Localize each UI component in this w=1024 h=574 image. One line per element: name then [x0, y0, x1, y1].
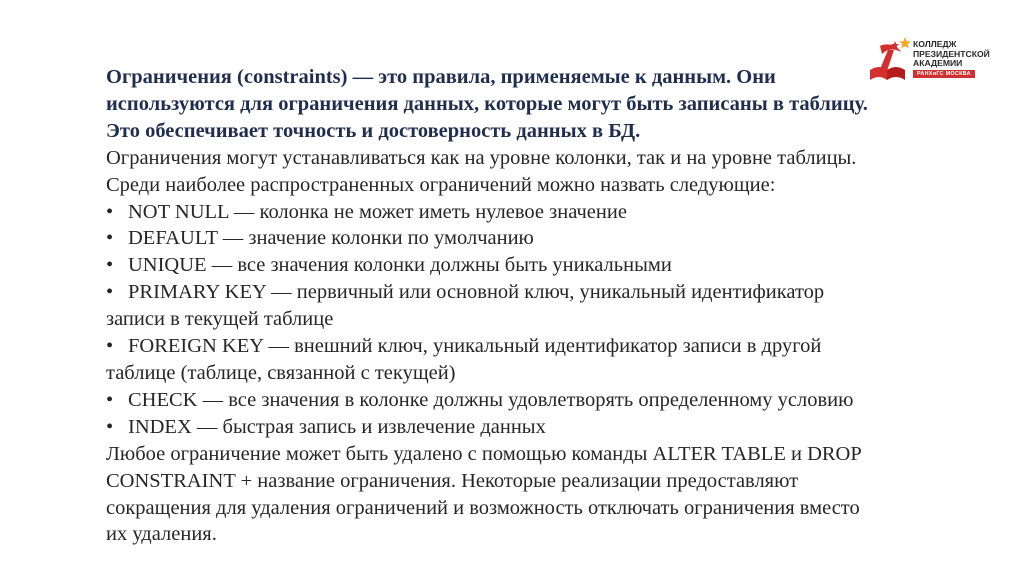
- intro-line-1: Ограничения (constraints) — это правила, применяемые к данным. Они: [106, 66, 776, 88]
- bullet-text: CHECK — все значения в колонке должны удовлетворять определенному условию: [128, 388, 854, 411]
- bullet-item-foreign-key-continued: таблице (таблице, связанной с текущей): [106, 361, 456, 384]
- bullet-text: INDEX — быстрая запись и извлечение данных: [128, 415, 546, 438]
- bullet-text: NOT NULL — колонка не может иметь нулевое значение: [128, 200, 627, 223]
- bullet-item-primary-key-continued: записи в текущей таблице: [106, 308, 334, 331]
- bullet-icon: •: [106, 227, 114, 250]
- slide-content: [106, 64, 926, 548]
- bullet-text: PRIMARY KEY — первичный или основной ключ, уникальный идентификатор: [128, 281, 825, 304]
- bullet-icon: •: [106, 200, 114, 223]
- bullet-item-check: [106, 387, 926, 414]
- bullet-item-primary-key: [106, 279, 926, 306]
- outro-line-2: CONSTRAINT + название ограничения. Некоторые реализации предоставляют: [106, 469, 799, 492]
- bullet-text: FOREIGN KEY — внешний ключ, уникальный идентификатор записи в другой: [128, 335, 822, 358]
- bullet-icon: •: [106, 335, 114, 358]
- bullet-item-index: [106, 414, 926, 441]
- bullet-text: DEFAULT — значение колонки по умолчанию: [128, 227, 534, 250]
- logo-line-2: ПРЕЗИДЕНТСКОЙ: [913, 48, 990, 59]
- logo-line-1: КОЛЛЕДЖ: [913, 39, 957, 49]
- bullet-icon: •: [106, 281, 114, 304]
- bullet-icon: •: [106, 254, 114, 277]
- bullet-icon: •: [106, 415, 114, 438]
- outro-line-3: сокращения для удаления ограничений и возможность отключать ограничения вместо: [106, 496, 860, 519]
- bullet-item-unique: [106, 252, 926, 279]
- outro-line-1: Любое ограничение может быть удалено с помощью команды ALTER TABLE и DROP: [106, 442, 862, 465]
- bullet-item-not-null: [106, 199, 926, 226]
- bullet-text: UNIQUE — все значения колонки должны быть уникальными: [128, 254, 672, 277]
- bullet-icon: •: [106, 388, 114, 411]
- outro-line-4: их удаления.: [106, 523, 217, 546]
- intro-line-2: используются для ограничения данных, которые могут быть записаны в таблицу.: [106, 92, 868, 115]
- text-line-1: Ограничения могут устанавливаться как на уровне колонки, так и на уровне таблицы.: [106, 146, 857, 169]
- bullet-item-default: [106, 225, 926, 252]
- intro-line-3: Это обеспечивает точность и достоверность данных в БД.: [106, 119, 641, 142]
- logo-badge: РАНХиГС МОСКВА: [913, 70, 975, 78]
- bullet-item-foreign-key: [106, 333, 926, 360]
- logo-line-3: АКАДЕМИИ: [913, 58, 963, 69]
- text-line-2: Среди наиболее распространенных ограничений можно назвать следующие:: [106, 173, 776, 196]
